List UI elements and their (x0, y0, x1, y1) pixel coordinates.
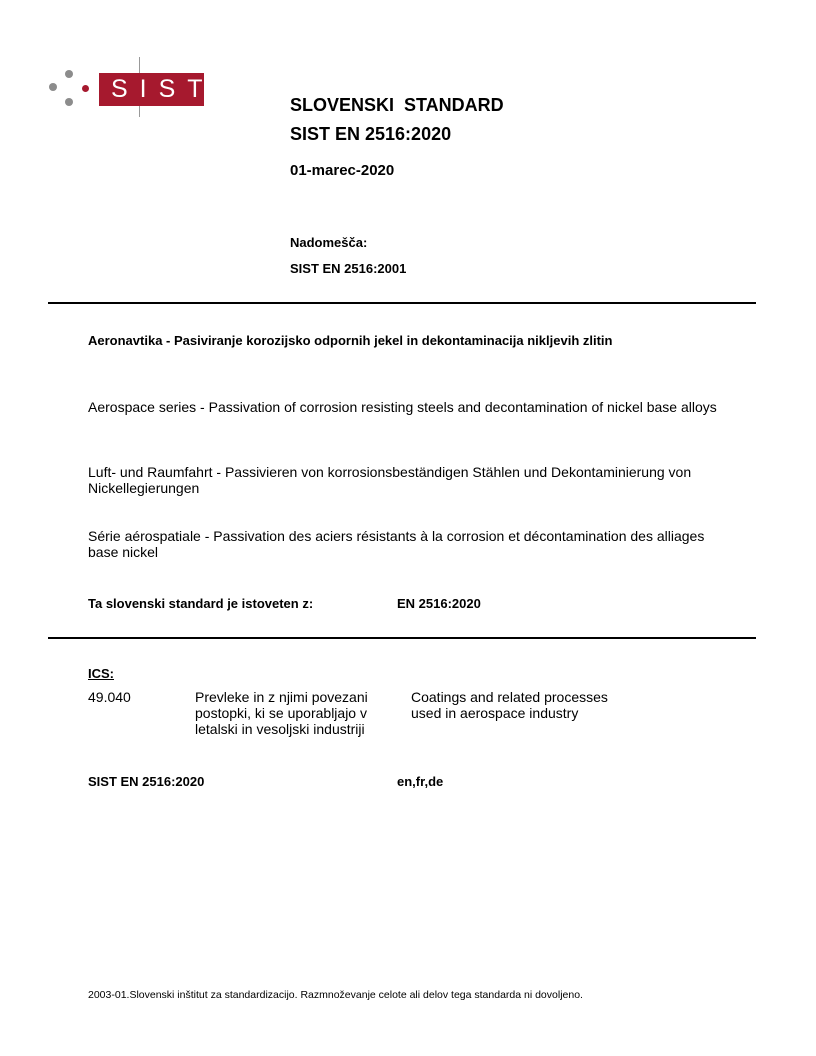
identity-value: EN 2516:2020 (397, 596, 481, 611)
logo-dot-icon (65, 70, 73, 78)
logo-dot-icon (49, 83, 57, 91)
title-slovenian: Aeronavtika - Pasiviranje korozijsko odpornih jekel in dekontaminacija nikljevih zlitin (88, 333, 613, 348)
logo-dot-red-icon (82, 85, 89, 92)
replaces-label: Nadomešča: (290, 235, 368, 250)
ics-description-sl: Prevleke in z njimi povezani postopki, ki se uporabljajo v letalski in vesoljski industriji (195, 689, 368, 737)
ics-heading: ICS: (88, 666, 114, 681)
bottom-languages: en,fr,de (397, 774, 444, 789)
divider-top (48, 302, 756, 304)
ics-code: 49.040 (88, 689, 131, 705)
title-german: Luft- und Raumfahrt - Passivieren von korrosionsbeständigen Stählen und Dekontaminierung von Nickellegierungen (88, 464, 692, 496)
identity-label: Ta slovenski standard je istoveten z: (88, 596, 314, 611)
title-english: Aerospace series - Passivation of corrosion resisting steels and decontamination of nickel base alloys (88, 399, 717, 415)
logo-wordmark: SIST (99, 73, 204, 106)
logo-dot-icon (65, 98, 73, 106)
replaces-value: SIST EN 2516:2001 (290, 261, 407, 276)
copyright-footer: 2003-01.Slovenski inštitut za standardizacijo. Razmnoževanje celote ali delov tega standarda ni dovoljeno. (88, 989, 583, 1001)
header-slovenski-standard: SLOVENSKI STANDARD (290, 95, 504, 115)
header-date: 01-marec-2020 (290, 162, 395, 179)
ics-description-en: Coatings and related processes used in aerospace industry (411, 689, 608, 721)
divider-bottom (48, 637, 756, 639)
header-standard-number: SIST EN 2516:2020 (290, 124, 452, 144)
bottom-standard-number: SIST EN 2516:2020 (88, 774, 205, 789)
title-french: Série aérospatiale - Passivation des aciers résistants à la corrosion et décontamination des alliages base nickel (88, 528, 705, 560)
